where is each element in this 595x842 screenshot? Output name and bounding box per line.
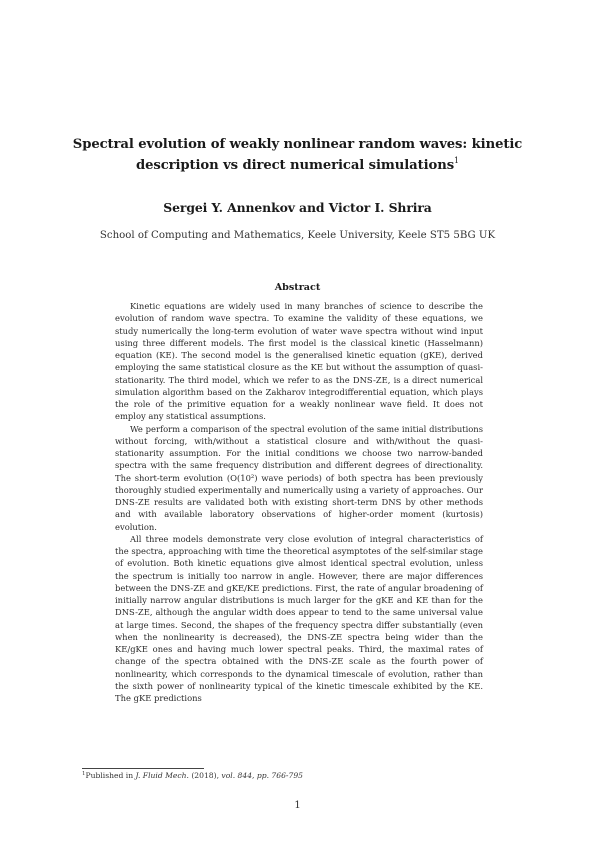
title-footnote-mark: 1 — [454, 156, 460, 165]
footnote-mark: 1 — [82, 771, 86, 777]
affiliation: School of Computing and Mathematics, Keele University, Keele ST5 5BG UK — [99, 230, 496, 241]
author-list: Sergei Y. Annenkov and Victor I. Shrira — [163, 200, 432, 215]
footnote-volume: vol. 844 — [221, 771, 253, 780]
abstract-paragraph: All three models demonstrate very close evolution of integral characteristics of the spectra, approaching with time the theoretical asymptotes of the self-similar stage of evolution. Both kinetic equations give almost identical spectral evolution, unless the spectrum is initially too narrow in angle. However, there are major differences between the DNS-ZE and gKE/KE predictions. First, the rate of angular broadening of initially narrow angular distributions is much larger for the gKE and KE than for the DNS-ZE, although the angular width does appear to tend to the same universal value at large times. Second, the shapes of the frequency spectra differ substantially (even when the nonlinearity is decreased), the DNS-ZE spectra being wider than the KE/gKE ones and having much lower spectral peaks. Third, the maximal rates of change of the spectra obtained with the DNS-ZE scale as the fourth power of nonlinearity, which corresponds to the dynamical timescale of evolution, rather than the sixth power of nonlinearity typical of the kinetic timescale exhibited by the KE. The gKE predictions — [115, 533, 484, 703]
footnote-rule — [82, 768, 204, 769]
paper-title — [60, 137, 535, 174]
footnote — [82, 771, 512, 780]
abstract-body — [115, 300, 483, 704]
abstract-paragraph: We perform a comparison of the spectral evolution of the same initial distributions without forcing, with/without a statistical closure and with/without the quasi-stationarity assumption. For the initial conditions we choose two narrow-banded spectra with the same frequency distribution and different degrees of directionality. The short-term evolution (O(10²) wave periods) of both spectra has been previously thoroughly studied experimentally and numerically using a variety of approaches. Our DNS-ZE results are validated both with existing short-term DNS by other methods and with available laboratory observations of higher-order moment (kurtosis) evolution. — [115, 423, 483, 532]
footnote-year: (2018), — [188, 771, 222, 780]
abstract-heading: Abstract — [274, 282, 321, 293]
footnote-prefix: Published in — [85, 771, 136, 780]
paper-title-text: Spectral evolution of weakly nonlinear random waves: kinetic description vs direct numerical simulations — [72, 137, 523, 173]
footnote-pages: pp. 766-795 — [256, 771, 303, 780]
abstract-paragraph: Kinetic equations are widely used in many branches of science to describe the evolution of random wave spectra. To examine the validity of these equations, we study numerically the long-term evolution of water wave spectra without wind input using three different models. The first model is the classical kinetic (Hasselmann) equation (KE). The second model is the generalised kinetic equation (gKE), derived employing the same statistical closure as the KE but without the assumption of quasi-stationarity. The third model, which we refer to as the DNS-ZE, is a direct numerical simulation algorithm based on the Zakharov integrodifferential equation, which plays the role of the primitive equation for a weakly nonlinear wave field. It does not employ any statistical assumptions. — [115, 301, 483, 422]
footnote-journal: J. Fluid Mech. — [135, 771, 189, 780]
page-number: 1 — [294, 800, 301, 811]
footnote-separator: , — [252, 771, 257, 780]
